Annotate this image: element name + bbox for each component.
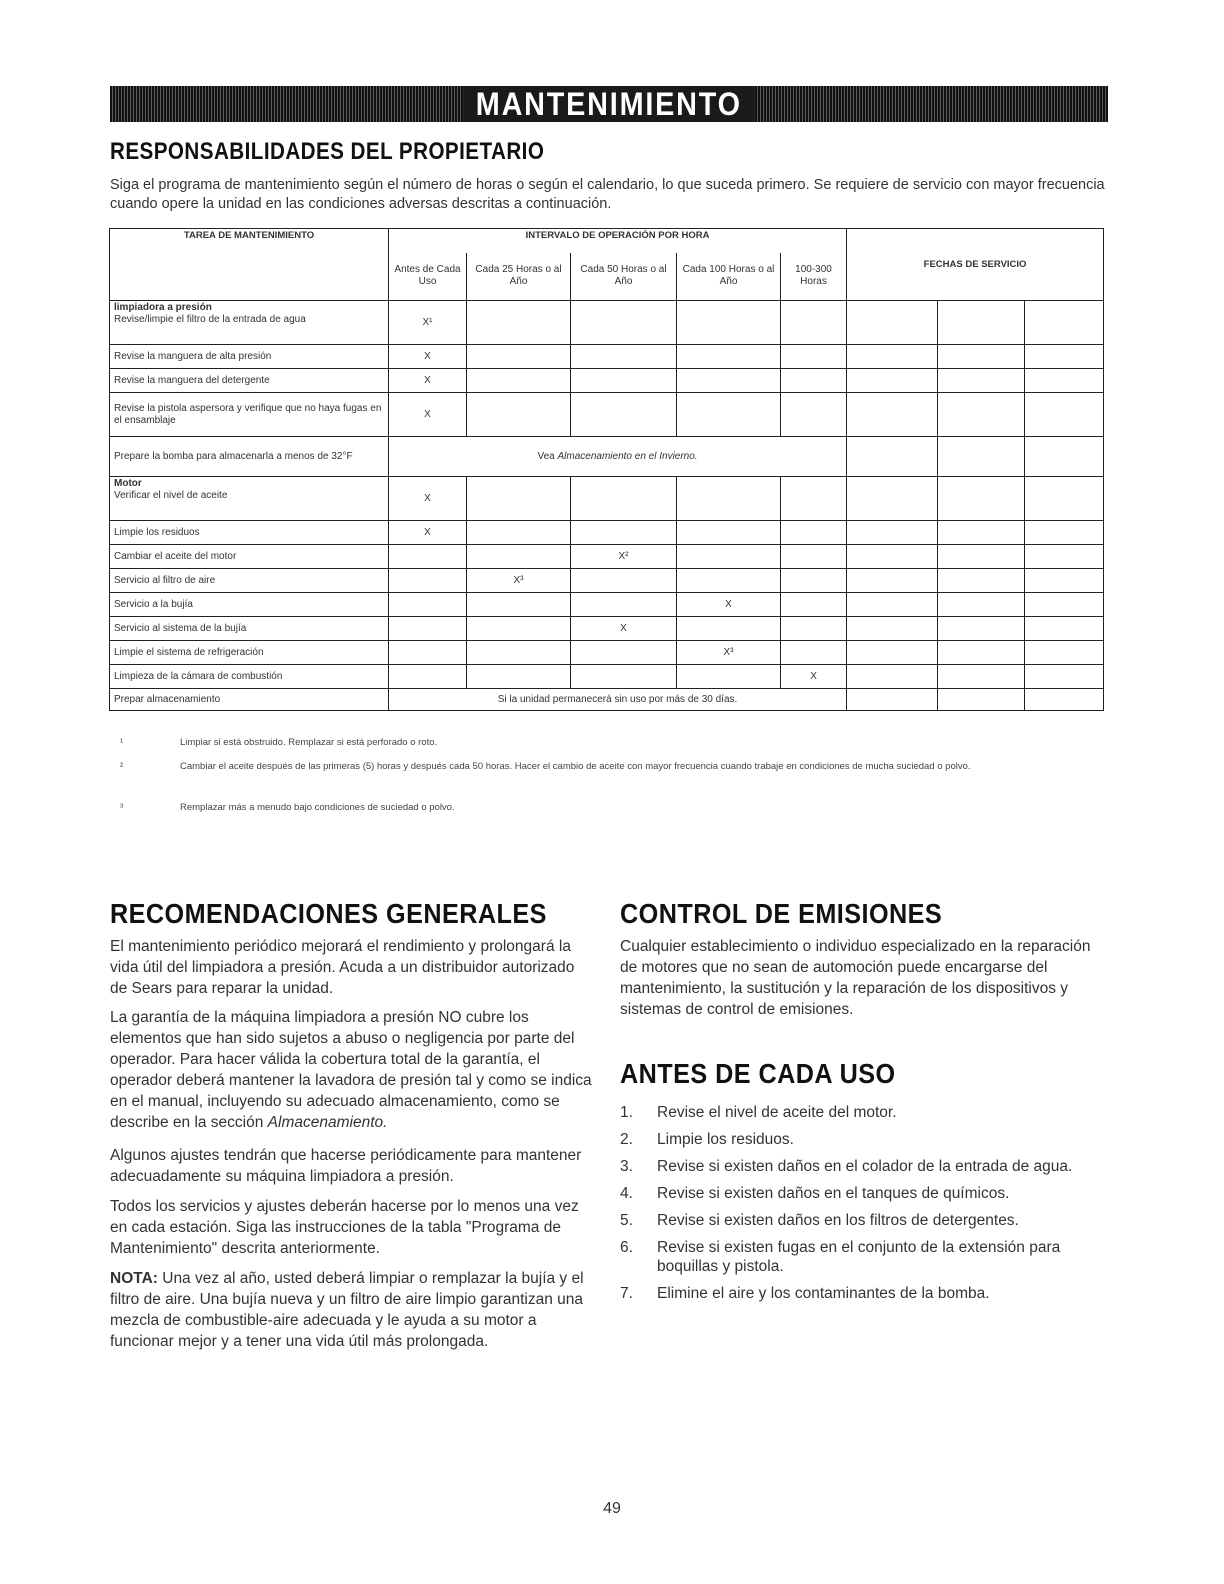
table-row (110, 617, 1104, 641)
owner-title: RESPONSABILIDADES DEL PROPIETARIO (110, 138, 545, 165)
before-title: ANTES DE CADA USO (620, 1058, 896, 1089)
storage-note: Vea Almacenamiento en el Invierno. (389, 437, 847, 477)
table-row (110, 437, 1104, 477)
page-number: 49 (603, 1500, 621, 1517)
interval-col: 100-300 Horas (781, 253, 847, 301)
general-p4: Todos los servicios y ajustes deberán hacerse por lo menos una vez en cada estación. Siga las instrucciones de la tabla "Programa de Mantenimiento" descrita anteriormente. (110, 1198, 579, 1257)
mark: X³ (677, 641, 781, 665)
task-label: Prepar almacenamiento (110, 689, 389, 711)
table-row (110, 569, 1104, 593)
section-banner (110, 86, 1108, 122)
task-label: Limpie el sistema de refrigeración (110, 641, 389, 665)
mark: X³ (467, 569, 571, 593)
list-item: 6. Revise si existen fugas en el conjunto de la extensión para boquillas y pistola. (620, 1239, 1061, 1275)
emissions-p: Cualquier establecimiento o individuo especializado en la reparación de motores que no sean de automoción puede encargarse del mantenimiento, la sustitución y la reparación de los dispositivos y sistemas de control de emisiones. (620, 938, 1091, 1018)
footnote: ³ Remplazar más a menudo bajo condiciones de suciedad o polvo. (120, 802, 455, 813)
maintenance-schedule-table (109, 228, 1104, 711)
footnote: ¹ Limpiar si está obstruido. Remplazar si está perforado o roto. (120, 737, 438, 748)
list-item: 5. Revise si existen daños en los filtros de detergentes. (620, 1212, 1019, 1229)
general-p2: La garantía de la máquina limpiadora a presión NO cubre los elementos que han sido sujetos a abuso o negligencia por parte del operador. Para hacer válida la cobertura total de la garantía, el operador deberá mantener la lavadora de presión tal y como se indica en el manual, incluyendo su adecuado almacenamiento, como se describe en la sección Almacenamiento. (110, 1009, 592, 1131)
list-item: 1. Revise el nivel de aceite del motor. (620, 1104, 897, 1121)
table-row (110, 477, 1104, 521)
group-label: limpiadora a presión (114, 302, 212, 313)
task-label: Revise la manguera de alta presión (110, 345, 389, 369)
general-p1: El mantenimiento periódico mejorará el rendimiento y prolongará la vida útil del limpiadora a presión. Acuda a un distribuidor autorizado de Sears para reparar la unidad. (110, 938, 575, 997)
table-row (110, 345, 1104, 369)
table-row (110, 665, 1104, 689)
table-row (110, 521, 1104, 545)
dates-header: FECHAS DE SERVICIO (847, 229, 1104, 301)
interval-col: Cada 25 Horas o al Año (467, 253, 571, 301)
general-note: NOTA: Una vez al año, usted deberá limpiar o remplazar la bujía y el filtro de aire. Una bujía nueva y un filtro de aire limpio garantizan una mezcla de combustible-aire adecuada y le ayuda a su motor a funcionar mejor y a tener una vida útil más prolongada. (110, 1270, 584, 1350)
task-label: Limpieza de la cámara de combustión (110, 665, 389, 689)
table-row (110, 689, 1104, 711)
task-label: Servicio al filtro de aire (110, 569, 389, 593)
before-use-list (620, 1103, 1110, 1311)
list-item: 3. Revise si existen daños en el colador de la entrada de agua. (620, 1158, 1073, 1175)
task-header: TAREA DE MANTENIMIENTO (110, 229, 389, 301)
mark: X (389, 393, 467, 437)
task-label: Revise/limpie el filtro de la entrada de agua (114, 314, 306, 325)
list-item: 7. Elimine el aire y los contaminantes de la bomba. (620, 1285, 990, 1302)
table-row (110, 593, 1104, 617)
interval-col: Antes de Cada Uso (389, 253, 467, 301)
mark: X² (571, 545, 677, 569)
interval-header: INTERVALO DE OPERACIÓN POR HORA (389, 229, 847, 253)
storage-note: Si la unidad permanecerá sin uso por más de 30 días. (389, 689, 847, 711)
group-label: Motor (114, 478, 142, 489)
mark: X (389, 345, 467, 369)
task-label: Cambiar el aceite del motor (110, 545, 389, 569)
interval-col: Cada 100 Horas o al Año (677, 253, 781, 301)
table-row (110, 301, 1104, 345)
task-label: Revise la manguera del detergente (110, 369, 389, 393)
table-row (110, 545, 1104, 569)
mark: X (677, 593, 781, 617)
table-row (110, 369, 1104, 393)
task-label: Prepare la bomba para almacenarla a menos de 32°F (110, 437, 389, 477)
mark: X (571, 617, 677, 641)
mark: X¹ (389, 301, 467, 345)
general-title: RECOMENDACIONES GENERALES (110, 898, 547, 929)
table-row (110, 641, 1104, 665)
list-item: 4. Revise si existen daños en el tanques de químicos. (620, 1185, 1010, 1202)
mark: X (781, 665, 847, 689)
task-label: Revise la pistola aspersora y verifique que no haya fugas en el ensamblaje (110, 393, 389, 437)
task-label: Servicio al sistema de la bujía (110, 617, 389, 641)
general-p3: Algunos ajustes tendrán que hacerse periódicamente para mantener adecuadamente su máquina limpiadora a presión. (110, 1147, 582, 1185)
mark: X (389, 369, 467, 393)
mark: X (389, 477, 467, 521)
list-item: 2. Limpie los residuos. (620, 1131, 794, 1148)
table-row (110, 393, 1104, 437)
task-label: Verificar el nivel de aceite (114, 490, 228, 501)
mark: X (389, 521, 467, 545)
owner-intro: Siga el programa de mantenimiento según el número de horas o según el calendario, lo que suceda primero. Se requiere de servicio con mayor frecuencia cuando opere la unidad en las condiciones adversas descritas a continuación. (110, 177, 1105, 212)
task-label: Limpie los residuos (110, 521, 389, 545)
emissions-title: CONTROL DE EMISIONES (620, 898, 943, 929)
interval-col: Cada 50 Horas o al Año (571, 253, 677, 301)
banner-title: MANTENIMIENTO (463, 86, 754, 122)
footnote: ² Cambiar el aceite después de las primeras (5) horas y después cada 50 horas. Hacer el cambio de aceite con mayor frecuencia cuando trabaje en condiciones de mucha suciedad o polvo. (120, 761, 971, 772)
task-label: Servicio a la bujía (110, 593, 389, 617)
